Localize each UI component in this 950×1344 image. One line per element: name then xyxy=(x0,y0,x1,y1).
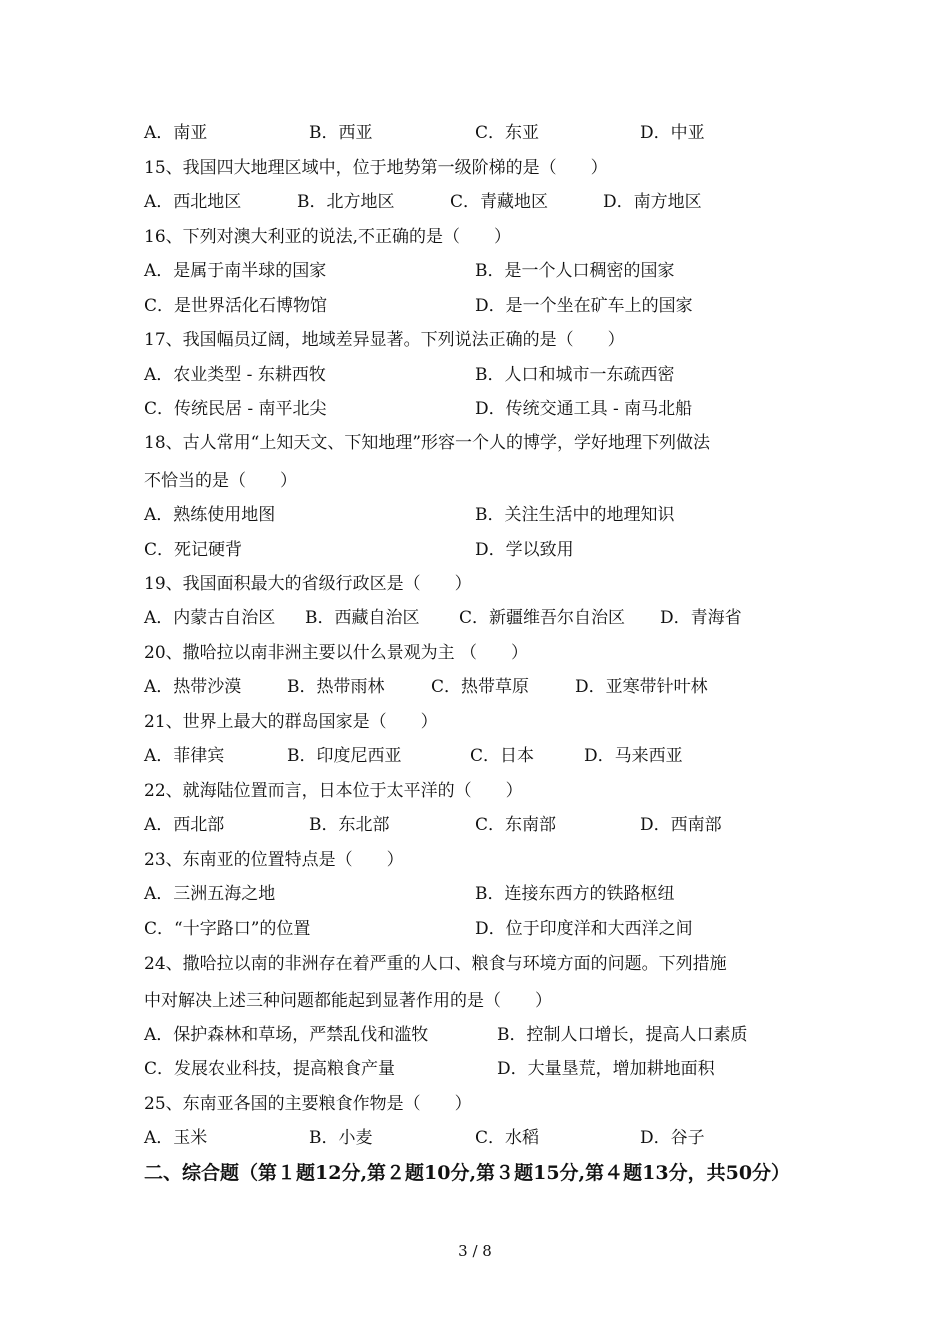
q19-option-a: A．内蒙古自治区 xyxy=(144,608,276,628)
q15-option-d: D．南方地区 xyxy=(603,192,702,212)
q16-option-c: C．是世界活化石博物馆 xyxy=(144,296,328,316)
q18-option-b: B．关注生活中的地理知识 xyxy=(475,505,675,525)
q15-option-b: B．北方地区 xyxy=(297,192,395,212)
q22-option-d: D．西南部 xyxy=(640,815,722,835)
question-24-stem: 24、撒哈拉以南的非洲存在着严重的人口、粮食与环境方面的问题。下列措施 xyxy=(144,954,727,974)
q24-option-b: B．控制人口增长，提高人口素质 xyxy=(497,1025,748,1045)
question-22-stem: 22、就海陆位置而言，日本位于太平洋的（ ） xyxy=(144,781,523,801)
q22-option-b: B．东北部 xyxy=(309,815,390,835)
q24-option-a: A．保护森林和草场，严禁乱伐和滥牧 xyxy=(144,1025,429,1045)
question-20-stem: 20、撒哈拉以南非洲主要以什么景观为主 （ ） xyxy=(144,643,529,663)
question-19-stem: 19、我国面积最大的省级行政区是（ ） xyxy=(144,574,472,594)
q23-option-b: B．连接东西方的铁路枢纽 xyxy=(475,884,675,904)
q25-option-b: B．小麦 xyxy=(309,1128,373,1148)
q18-option-d: D．学以致用 xyxy=(475,540,574,560)
option-a: A．南亚 xyxy=(144,123,208,143)
q20-option-c: C．热带草原 xyxy=(431,677,530,697)
question-18-stem: 18、古人常用“上知天文、下知地理”形容一个人的博学，学好地理下列做法 xyxy=(144,433,711,453)
q25-option-a: A．玉米 xyxy=(144,1128,208,1148)
q20-option-a: A．热带沙漠 xyxy=(144,677,242,697)
question-25-stem: 25、东南亚各国的主要粮食作物是（ ） xyxy=(144,1094,472,1114)
q21-option-b: B．印度尼西亚 xyxy=(287,746,402,766)
question-21-stem: 21、世界上最大的群岛国家是（ ） xyxy=(144,712,438,732)
q18-option-a: A．熟练使用地图 xyxy=(144,505,276,525)
q19-option-d: D．青海省 xyxy=(660,608,742,628)
q24-option-d: D．大量垦荒，增加耕地面积 xyxy=(497,1059,715,1079)
question-15-stem: 15、我国四大地理区域中，位于地势第一级阶梯的是（ ） xyxy=(144,158,608,178)
q23-option-c: C．“十字路口”的位置 xyxy=(144,919,311,939)
q17-option-d: D．传统交通工具 - 南马北船 xyxy=(475,399,693,419)
q25-option-c: C．水稻 xyxy=(475,1128,540,1148)
option-c: C．东亚 xyxy=(475,123,540,143)
q21-option-d: D．马来西亚 xyxy=(584,746,683,766)
q16-option-a: A．是属于南半球的国家 xyxy=(144,261,327,281)
option-b: B．西亚 xyxy=(309,123,373,143)
q17-option-a: A．农业类型 - 东耕西牧 xyxy=(144,365,326,385)
q19-option-b: B．西藏自治区 xyxy=(305,608,420,628)
q18-option-c: C．死记硬背 xyxy=(144,540,243,560)
q17-option-b: B．人口和城市一东疏西密 xyxy=(475,365,675,385)
q25-option-d: D．谷子 xyxy=(640,1128,705,1148)
q21-option-a: A．菲律宾 xyxy=(144,746,225,766)
question-23-stem: 23、东南亚的位置特点是（ ） xyxy=(144,850,404,870)
q19-option-c: C．新疆维吾尔自治区 xyxy=(459,608,626,628)
q21-option-c: C．日本 xyxy=(470,746,535,766)
q23-option-d: D．位于印度洋和大西洋之间 xyxy=(475,919,693,939)
section-title: 二、综合题（第１题12分,第２题10分,第３题15分,第４题13分，共50分） xyxy=(144,1162,791,1184)
q20-option-b: B．热带雨林 xyxy=(287,677,385,697)
question-18-stem-continued: 不恰当的是（ ） xyxy=(144,471,297,491)
q22-option-c: C．东南部 xyxy=(475,815,557,835)
q16-option-b: B．是一个人口稠密的国家 xyxy=(475,261,675,281)
q22-option-a: A．西北部 xyxy=(144,815,225,835)
question-16-stem: 16、下列对澳大利亚的说法,不正确的是（ ） xyxy=(144,227,512,247)
option-d: D．中亚 xyxy=(640,123,705,143)
page-number: 3 / 8 xyxy=(458,1242,492,1260)
question-24-stem-continued: 中对解决上述三种问题都能起到显著作用的是（ ） xyxy=(144,991,552,1011)
question-17-stem: 17、我国幅员辽阔，地域差异显著。下列说法正确的是（ ） xyxy=(144,330,625,350)
q15-option-c: C．青藏地区 xyxy=(450,192,549,212)
q24-option-c: C．发展农业科技，提高粮食产量 xyxy=(144,1059,396,1079)
q15-option-a: A．西北地区 xyxy=(144,192,242,212)
q20-option-d: D．亚寒带针叶林 xyxy=(575,677,708,697)
q17-option-c: C．传统民居 - 南平北尖 xyxy=(144,399,327,419)
q16-option-d: D．是一个坐在矿车上的国家 xyxy=(475,296,693,316)
q23-option-a: A．三洲五海之地 xyxy=(144,884,276,904)
